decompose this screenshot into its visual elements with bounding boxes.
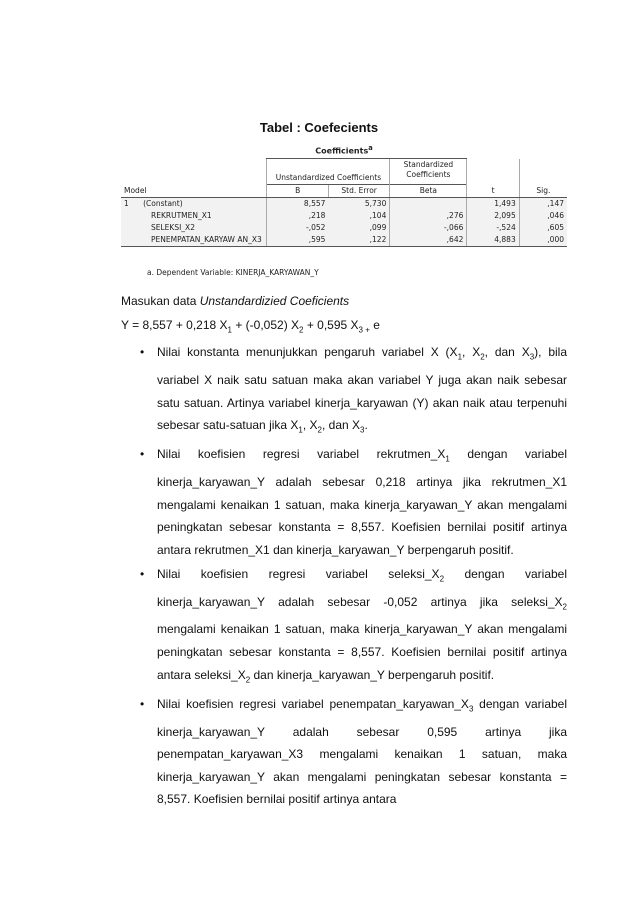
table-row <box>121 222 567 234</box>
table-footnote: a. Dependent Variable: KINERJA_KARYAWAN_Y <box>147 268 319 277</box>
list-item: • Nilai konstanta menunjukkan pengaruh variabel X ($X_1$, $X_2$, dan $X_3$), bila variabel X naik satu satuan maka akan variabel Y juga akan naik sebesar satu satuan. Artinya variabel kinerja_karyawan (Y) akan naik atau terpenuhi sebesar satu-satuan jika $X_1$, $X_2$, dan $X_3$. <box>121 341 567 442</box>
list-item: • Nilai koefisien regresi variabel $seleksi\_X_2$ dengan variabel kinerja_karyawan_Y adalah sebesar -0,052 artinya jika $seleksi\_X_2$ mengalami kenaikan 1 satuan, maka kinerja_karyawan_Y akan mengalami peningkatan sebesar konstanta = 8,557. Koefisien bernilai positif artinya antara $seleksi\_X_2$ dan kinerja_karyawan_Y berpengaruh positif. <box>121 563 567 692</box>
cell-sig: ,147 <box>519 198 567 211</box>
interpretation-list <box>121 341 567 811</box>
cell-beta <box>390 198 467 211</box>
intro-line: Masukan data Unstandardizied Coeficients <box>121 294 350 308</box>
header-sig: Sig. <box>519 185 567 198</box>
cell-t: 2,095 <box>467 210 519 222</box>
header-model: Model <box>121 185 267 198</box>
cell-se: 5,730 <box>328 198 389 211</box>
table-row <box>121 234 567 247</box>
table-caption: Coefficients$^a$ <box>315 144 373 156</box>
row-name: SELEKSI_X2 <box>121 222 267 234</box>
cell-b: ,218 <box>267 210 328 222</box>
cell-t: -,524 <box>467 222 519 234</box>
cell-b: 8,557 <box>267 198 328 211</box>
header-t: t <box>467 185 519 198</box>
header-std-error: Std. Error <box>328 185 389 198</box>
cell-se: ,122 <box>328 234 389 247</box>
cell-b: -,052 <box>267 222 328 234</box>
coefficients-table <box>121 142 567 280</box>
table-row <box>121 198 567 211</box>
header-b: B <box>267 185 328 198</box>
table-row <box>121 210 567 222</box>
list-item: • Nilai koefisien regresi variabel $rekrutmen\_X_1$ dengan variabel kinerja_karyawan_Y adalah sebesar 0,218 artinya jika rekrutmen_X1 mengalami kenaikan 1 satuan, maka kinerja_karyawan_Y akan mengalami peningkatan sebesar konstanta = 8,557. Koefisien bernilai positif artinya antara rekrutmen_X1 dan kinerja_karyawan_Y berpengaruh positif. <box>121 443 567 561</box>
regression-equation: Y = 8,557 + 0,218 $X_1 + (-0,052) X_2 + 0,595$ $X_{3 +}$ e <box>121 318 380 335</box>
cell-beta: -,066 <box>390 222 467 234</box>
cell-sig: ,605 <box>519 222 567 234</box>
cell-se: ,099 <box>328 222 389 234</box>
cell-beta: ,276 <box>390 210 467 222</box>
cell-beta: ,642 <box>390 234 467 247</box>
cell-b: ,595 <box>267 234 328 247</box>
header-standardized: Standardized Coefficients <box>390 159 467 185</box>
row-name: PENEMPATAN_KARYAW AN_X3 <box>121 234 267 247</box>
header-unstandardized: Unstandardized Coefficients <box>267 159 390 185</box>
table-title: Tabel : Coefecients <box>259 120 379 135</box>
row-name: REKRUTMEN_X1 <box>121 210 267 222</box>
cell-t: 1,493 <box>467 198 519 211</box>
cell-sig: ,046 <box>519 210 567 222</box>
header-beta: Beta <box>390 185 467 198</box>
cell-sig: ,000 <box>519 234 567 247</box>
row-name: (Constant) <box>143 199 183 208</box>
list-item: • Nilai koefisien regresi variabel $penempatan\_karyawan\_X_3$ dengan variabel kinerja_karyawan_Y adalah sebesar 0,595 artinya jika penempatan_karyawan_X3 mengalami kenaikan 1 satuan, maka kinerja_karyawan_Y akan mengalami peningkatan sebesar konstanta = 8,557. Koefisien bernilai positif artinya antara <box>121 693 567 811</box>
model-number: 1 <box>124 199 129 208</box>
cell-se: ,104 <box>328 210 389 222</box>
cell-t: 4,883 <box>467 234 519 247</box>
